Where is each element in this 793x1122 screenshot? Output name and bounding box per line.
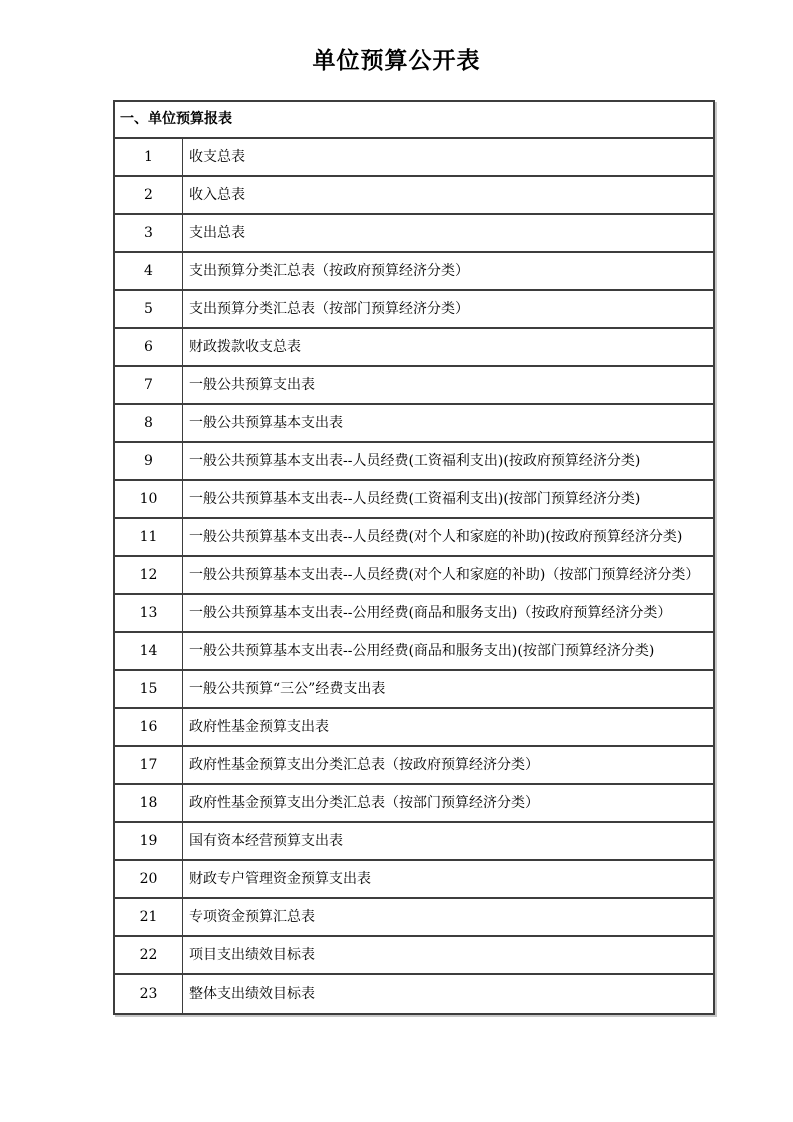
row-title: 一般公共预算基本支出表--人员经费(对个人和家庭的补助)(按政府预算经济分类)	[189, 528, 683, 545]
row-title: 一般公共预算基本支出表--公用经费(商品和服务支出)(按部门预算经济分类)	[189, 642, 655, 659]
table-row	[115, 139, 713, 177]
row-number: 15	[115, 671, 183, 707]
row-number: 22	[115, 937, 183, 973]
row-title: 收支总表	[189, 148, 245, 165]
table-row	[115, 519, 713, 557]
row-title: 项目支出绩效目标表	[189, 946, 315, 963]
row-number: 1	[115, 139, 183, 175]
row-number: 11	[115, 519, 183, 555]
table-row	[115, 595, 713, 633]
row-title: 收入总表	[189, 186, 245, 203]
row-title: 一般公共预算支出表	[189, 376, 315, 393]
table-row	[115, 747, 713, 785]
budget-table	[113, 100, 715, 1015]
table-row	[115, 937, 713, 975]
row-number: 16	[115, 709, 183, 745]
row-title: 一般公共预算基本支出表	[189, 414, 343, 431]
table-row	[115, 177, 713, 215]
row-number: 8	[115, 405, 183, 441]
table-row	[115, 823, 713, 861]
row-title: 政府性基金预算支出表	[189, 718, 329, 735]
row-title: 整体支出绩效目标表	[189, 985, 315, 1002]
row-number: 23	[115, 975, 183, 1013]
row-number: 3	[115, 215, 183, 251]
table-row	[115, 215, 713, 253]
row-number: 14	[115, 633, 183, 669]
table-row	[115, 633, 713, 671]
table-row	[115, 329, 713, 367]
row-title: 一般公共预算基本支出表--人员经费(对个人和家庭的补助)（按部门预算经济分类）	[189, 566, 700, 583]
table-row	[115, 367, 713, 405]
table-row	[115, 481, 713, 519]
row-number: 12	[115, 557, 183, 593]
row-number: 2	[115, 177, 183, 213]
row-number: 13	[115, 595, 183, 631]
table-row	[115, 975, 713, 1013]
table-row	[115, 443, 713, 481]
row-title: 财政拨款收支总表	[189, 338, 301, 355]
row-number: 4	[115, 253, 183, 289]
table-row	[115, 861, 713, 899]
row-title: 政府性基金预算支出分类汇总表（按政府预算经济分类）	[189, 756, 539, 773]
row-title: 政府性基金预算支出分类汇总表（按部门预算经济分类）	[189, 794, 539, 811]
table-row	[115, 671, 713, 709]
row-title: 一般公共预算“三公”经费支出表	[189, 680, 386, 697]
row-number: 17	[115, 747, 183, 783]
row-title: 支出预算分类汇总表（按政府预算经济分类）	[189, 262, 469, 279]
row-title: 财政专户管理资金预算支出表	[189, 870, 371, 887]
row-number: 19	[115, 823, 183, 859]
row-number: 9	[115, 443, 183, 479]
table-section-header: 一、单位预算报表	[115, 102, 713, 139]
table-row	[115, 405, 713, 443]
row-number: 18	[115, 785, 183, 821]
row-number: 7	[115, 367, 183, 403]
table-row	[115, 253, 713, 291]
row-number: 20	[115, 861, 183, 897]
row-title: 一般公共预算基本支出表--公用经费(商品和服务支出)（按政府预算经济分类）	[189, 604, 672, 621]
row-number: 5	[115, 291, 183, 327]
table-row	[115, 899, 713, 937]
row-number: 10	[115, 481, 183, 517]
row-title: 支出总表	[189, 224, 245, 241]
table-row	[115, 709, 713, 747]
page-title: 单位预算公开表	[312, 48, 481, 74]
table-row	[115, 557, 713, 595]
row-title: 支出预算分类汇总表（按部门预算经济分类）	[189, 300, 469, 317]
table-row	[115, 785, 713, 823]
table-body	[115, 139, 713, 1013]
row-title: 一般公共预算基本支出表--人员经费(工资福利支出)(按政府预算经济分类)	[189, 452, 641, 469]
table-row	[115, 291, 713, 329]
row-number: 21	[115, 899, 183, 935]
row-title: 专项资金预算汇总表	[189, 908, 315, 925]
row-title: 一般公共预算基本支出表--人员经费(工资福利支出)(按部门预算经济分类)	[189, 490, 641, 507]
row-number: 6	[115, 329, 183, 365]
row-title: 国有资本经营预算支出表	[189, 832, 343, 849]
